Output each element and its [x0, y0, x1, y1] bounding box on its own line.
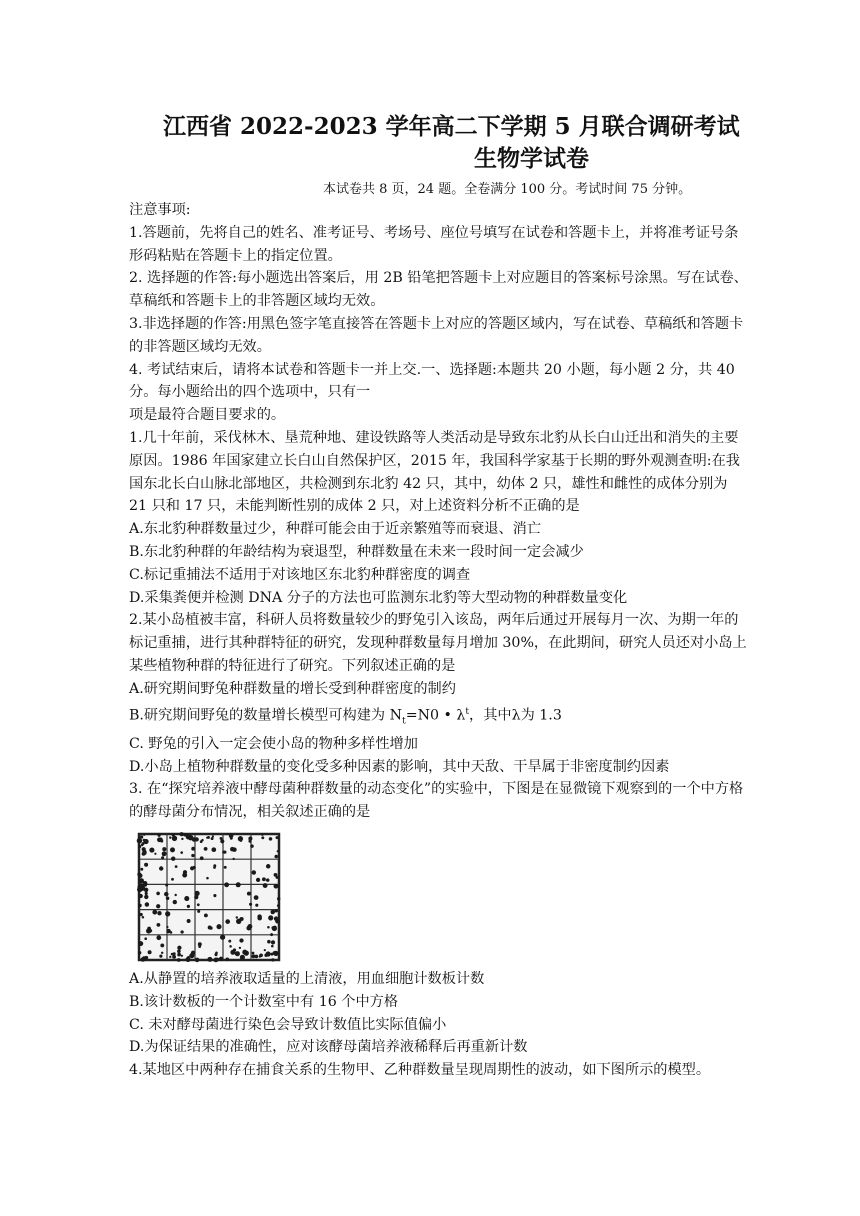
yeast-cell	[139, 878, 144, 883]
yeast-cell	[267, 940, 271, 944]
yeast-cell	[250, 844, 254, 848]
yeast-cell	[256, 878, 260, 882]
yeast-cell	[266, 864, 271, 869]
yeast-cell	[159, 955, 162, 958]
yeast-cell	[230, 837, 233, 840]
yeast-cell	[240, 955, 245, 960]
notes-heading: 注意事项:	[129, 202, 191, 218]
yeast-cell	[171, 857, 175, 861]
yeast-cell	[175, 865, 178, 868]
yeast-cell	[138, 951, 141, 954]
yeast-cell	[157, 834, 160, 837]
yeast-cell	[220, 839, 224, 843]
question-1-option-d: D.采集粪便并检测 DNA 分子的方法也可监测东北豹等大型动物的种群数量变化	[129, 589, 628, 606]
yeast-grid-figure	[135, 830, 283, 964]
yeast-cell	[268, 915, 273, 920]
yeast-cell	[276, 876, 279, 879]
note-1: 1.答题前，先将自己的姓名、准考证号、考场号、座位号填写在试卷和答题卡上，并将准考证号条形码粘贴在答题卡上的指定位置。	[129, 224, 739, 264]
yeast-cell	[213, 894, 216, 897]
yeast-cell	[138, 845, 141, 848]
note-4-continued: 项是最符合题目要求的。	[129, 407, 286, 424]
question-4-stem: 4.某地区中两种存在捕食关系的生物甲、乙种群数量呈现周期性的波动，如下图所示的模型。	[129, 1062, 711, 1079]
superscript-t: t	[465, 706, 470, 717]
yeast-cell	[276, 836, 279, 839]
question-2-stem: 2.某小岛植被丰富，科研人员将数量较少的野兔引入该岛，两年后通过开展每月一次、为期一年的标记重捕，进行其种群特征的研究，发现种群数量每月增加 30%，在此期间，研究人员还对小岛上某些植物种群的特征进行了研究。下列叙述正确的是	[129, 612, 747, 674]
yeast-cell	[273, 951, 278, 956]
yeast-cell	[171, 878, 174, 881]
yeast-cell	[180, 851, 183, 854]
yeast-cell	[149, 848, 154, 853]
yeast-cell	[161, 952, 163, 954]
yeast-cell	[191, 854, 194, 857]
yeast-cell	[214, 958, 219, 963]
yeast-cell	[164, 892, 169, 897]
yeast-cell	[148, 950, 152, 954]
yeast-cell	[187, 905, 190, 908]
yeast-cell	[147, 927, 151, 931]
yeast-cell	[154, 853, 156, 855]
yeast-cell	[223, 851, 226, 854]
yeast-cell	[137, 838, 142, 843]
yeast-cell	[248, 837, 252, 841]
yeast-cell	[207, 957, 212, 962]
note-2: 2. 选择题的作答:每小题选出答案后，用 2B 铅笔把答题卡上对应题目的答案标号涂黑。写在试卷、草稿纸和答题卡上的非答题区域均无效。	[129, 270, 748, 310]
yeast-cell	[204, 847, 208, 851]
yeast-cell	[229, 945, 232, 948]
yeast-cell	[271, 940, 275, 944]
yeast-cell	[255, 904, 258, 907]
yeast-cell	[140, 835, 143, 838]
yeast-cell	[270, 953, 273, 956]
yeast-cell	[261, 836, 264, 839]
yeast-cell	[181, 838, 183, 840]
yeast-cell	[173, 900, 177, 904]
yeast-cell	[215, 952, 218, 955]
yeast-cell	[197, 910, 200, 913]
yeast-cell	[200, 856, 204, 860]
yeast-cell	[166, 897, 170, 901]
yeast-cell	[246, 926, 251, 931]
yeast-cell	[160, 840, 163, 843]
option-b-formula: =N0 • λ	[405, 707, 466, 724]
yeast-cell	[156, 892, 160, 896]
yeast-cell	[169, 956, 171, 958]
question-1-option-a: A.东北豹种群数量过少，种群可能会由于近亲繁殖等而衰退、消亡	[129, 521, 542, 538]
yeast-cell	[228, 940, 231, 943]
option-b-text-start: B.研究期间野兔的数量增长模型可构建为 N	[129, 707, 403, 724]
yeast-cell	[141, 844, 144, 847]
yeast-cell	[261, 834, 263, 836]
yeast-cell	[257, 916, 262, 921]
yeast-cell	[266, 951, 271, 956]
yeast-cell	[195, 958, 200, 963]
yeast-cell	[220, 935, 225, 940]
yeast-cell	[140, 868, 143, 871]
question-3-option-a: A.从静置的培养液取适量的上清液，用血细胞计数板计数	[129, 971, 485, 988]
yeast-cell	[239, 918, 242, 921]
yeast-cell	[242, 950, 247, 955]
yeast-cell	[239, 938, 243, 942]
question-3-option-d: D.为保证结果的准确性，应对该酵母菌培养液稀释后再重新计数	[129, 1039, 528, 1056]
yeast-cell	[180, 832, 184, 836]
question-2-option-d: D.小岛上植物种群数量的变化受多种因素的影响，其中天敌、干旱属于非密度制约因素	[129, 758, 670, 775]
yeast-cell	[177, 946, 181, 950]
yeast-cell	[267, 926, 270, 929]
yeast-cell	[213, 866, 216, 869]
yeast-cell	[183, 833, 187, 837]
yeast-cell	[141, 957, 146, 962]
question-1-stem: 1.几十年前，采伐林木、垦荒种地、建设铁路等人类活动是导致东北豹从长白山迁出和消失的主要原因。1986 年国家建立长白山自然保护区，2015 年，我国科学家基于长期的野外观测查明:在我国东北长白山脉北部地区，共检测到东北豹 42 只，其中，幼体 2 只，雄性和雌性的成体分别为 21 只和 17 只，未能判断性别的成体 2 只，对上述资料分析不正确的是	[129, 429, 740, 515]
yeast-cell	[165, 911, 170, 916]
yeast-cell	[277, 904, 280, 907]
yeast-cell	[138, 941, 143, 946]
yeast-cell	[137, 872, 141, 876]
yeast-cell	[177, 958, 181, 962]
yeast-cell	[249, 903, 252, 906]
yeast-cell	[277, 897, 280, 900]
yeast-cell	[206, 877, 209, 880]
yeast-cell	[270, 933, 273, 936]
exam-body	[129, 199, 749, 1082]
yeast-cell	[219, 957, 223, 961]
yeast-cell	[274, 884, 279, 889]
yeast-cell	[225, 958, 229, 962]
yeast-cell	[252, 952, 255, 955]
yeast-cell	[209, 927, 212, 930]
yeast-cell	[142, 847, 146, 851]
yeast-cell	[172, 955, 176, 959]
yeast-cell	[252, 870, 256, 874]
yeast-cell	[207, 836, 210, 839]
yeast-cell	[184, 896, 189, 901]
yeast-cell	[177, 953, 181, 957]
note-4: 4. 考试结束后，请将本试卷和答题卡一并上交.一、选择题:本题共 20 小题，每小题 2 分，共 40 分。每小题给出的四个选项中，只有一	[129, 361, 735, 401]
yeast-cell	[271, 926, 274, 929]
yeast-cell	[275, 919, 280, 924]
question-1-option-c: C.标记重捕法不适用于对该地区东北豹种群密度的调查	[129, 566, 471, 583]
yeast-cell	[232, 847, 237, 852]
yeast-cell	[239, 947, 241, 949]
yeast-cell	[143, 852, 146, 855]
exam-subtitle: 生物学试卷	[474, 145, 589, 172]
note-3: 3.非选择题的作答:用黑色签字笔直接答在答题卡上对应的答题区域内，写在试卷、草稿纸和答题卡的非答题区域均无效。	[129, 315, 744, 355]
question-3-option-c: C. 未对酵母菌进行染色会导致计数值比实际值偏小	[129, 1016, 447, 1033]
yeast-cell	[225, 919, 230, 924]
yeast-cell	[156, 904, 160, 908]
yeast-cell	[143, 839, 146, 842]
yeast-cell	[232, 858, 234, 860]
yeast-cell	[138, 904, 141, 907]
yeast-cell	[238, 836, 243, 841]
option-b-text-end: ，其中λ为 1.3	[469, 707, 562, 724]
yeast-cell	[271, 945, 274, 948]
yeast-cell	[173, 952, 176, 955]
yeast-cell	[254, 895, 259, 900]
yeast-cell	[145, 892, 148, 895]
yeast-cell	[174, 894, 176, 896]
yeast-cell	[197, 903, 200, 906]
yeast-cell	[152, 910, 157, 915]
yeast-cell	[191, 847, 195, 851]
yeast-cell	[142, 916, 145, 919]
yeast-cell	[156, 935, 161, 940]
yeast-cell	[277, 850, 279, 852]
yeast-cell	[139, 894, 143, 898]
yeast-cell	[262, 877, 266, 881]
yeast-cell	[204, 914, 208, 918]
yeast-cell	[162, 847, 166, 851]
yeast-cell	[157, 923, 161, 927]
yeast-cell	[211, 837, 214, 840]
yeast-cell	[233, 948, 236, 951]
yeast-cell	[187, 919, 191, 923]
yeast-cell	[162, 853, 165, 856]
question-3-stem: 3. 在“探究培养液中酵母菌种群数量的动态变化”的实验中，下图是在显微镜下观察到的一个中方格的酵母菌分布情况，相关叙述正确的是	[129, 781, 744, 821]
yeast-cell	[170, 847, 175, 852]
exam-info: 本试卷共 8 页，24 题。全卷满分 100 分。考试时间 75 分钟。	[323, 182, 692, 197]
yeast-cell	[201, 839, 203, 841]
yeast-cell	[166, 926, 168, 928]
yeast-cell	[274, 910, 276, 912]
yeast-cell	[198, 945, 201, 948]
yeast-cell	[190, 866, 194, 870]
yeast-cell	[251, 954, 255, 958]
yeast-cell	[169, 836, 171, 838]
yeast-cell	[263, 883, 268, 888]
yeast-cell	[187, 956, 190, 959]
yeast-cell	[157, 911, 161, 915]
yeast-cell	[180, 930, 183, 933]
yeast-cell	[269, 837, 273, 841]
question-2-option-b	[129, 701, 749, 733]
yeast-cell	[144, 895, 148, 899]
yeast-cell	[160, 944, 164, 948]
yeast-cell	[159, 866, 163, 870]
yeast-cell	[170, 931, 173, 934]
exam-title: 江西省 2022-2023 学年高二下学期 5 月联合调研考试	[163, 113, 740, 140]
yeast-cell	[139, 913, 142, 916]
yeast-cell	[194, 891, 199, 896]
yeast-cell	[181, 955, 183, 957]
yeast-cell	[140, 886, 145, 891]
yeast-cell	[224, 866, 227, 869]
yeast-cell	[264, 949, 266, 951]
yeast-cell	[177, 950, 181, 954]
yeast-cell	[145, 902, 149, 906]
yeast-cell	[236, 953, 238, 955]
yeast-cell	[172, 836, 177, 841]
yeast-cell	[143, 834, 145, 836]
question-2-option-c: C. 野兔的引入一定会使小岛的物种多样性增加	[129, 735, 418, 752]
yeast-cell	[144, 937, 147, 940]
yeast-cell	[183, 870, 187, 874]
yeast-cell	[191, 951, 195, 955]
yeast-cell	[224, 882, 229, 887]
yeast-cell	[144, 863, 148, 867]
question-2-option-a: A.研究期间野兔种群数量的增长受到种群密度的制约	[129, 680, 456, 697]
yeast-cell	[247, 892, 251, 896]
yeast-cell	[274, 855, 278, 859]
subscript-t: t	[402, 716, 406, 727]
yeast-cell	[266, 878, 270, 882]
question-1-option-b: B.东北豹种群的年龄结构为衰退型，种群数量在未来一段时间一定会减少	[129, 543, 584, 560]
yeast-cell	[236, 916, 238, 918]
yeast-cell	[161, 856, 164, 859]
yeast-cell	[271, 958, 274, 961]
yeast-cell	[165, 884, 168, 887]
yeast-cell	[259, 955, 261, 957]
yeast-cell	[236, 882, 241, 887]
question-3-option-b: B.该计数板的一个计数室中有 16 个中方格	[129, 993, 399, 1010]
yeast-cell	[211, 847, 216, 852]
yeast-cell	[216, 924, 221, 929]
